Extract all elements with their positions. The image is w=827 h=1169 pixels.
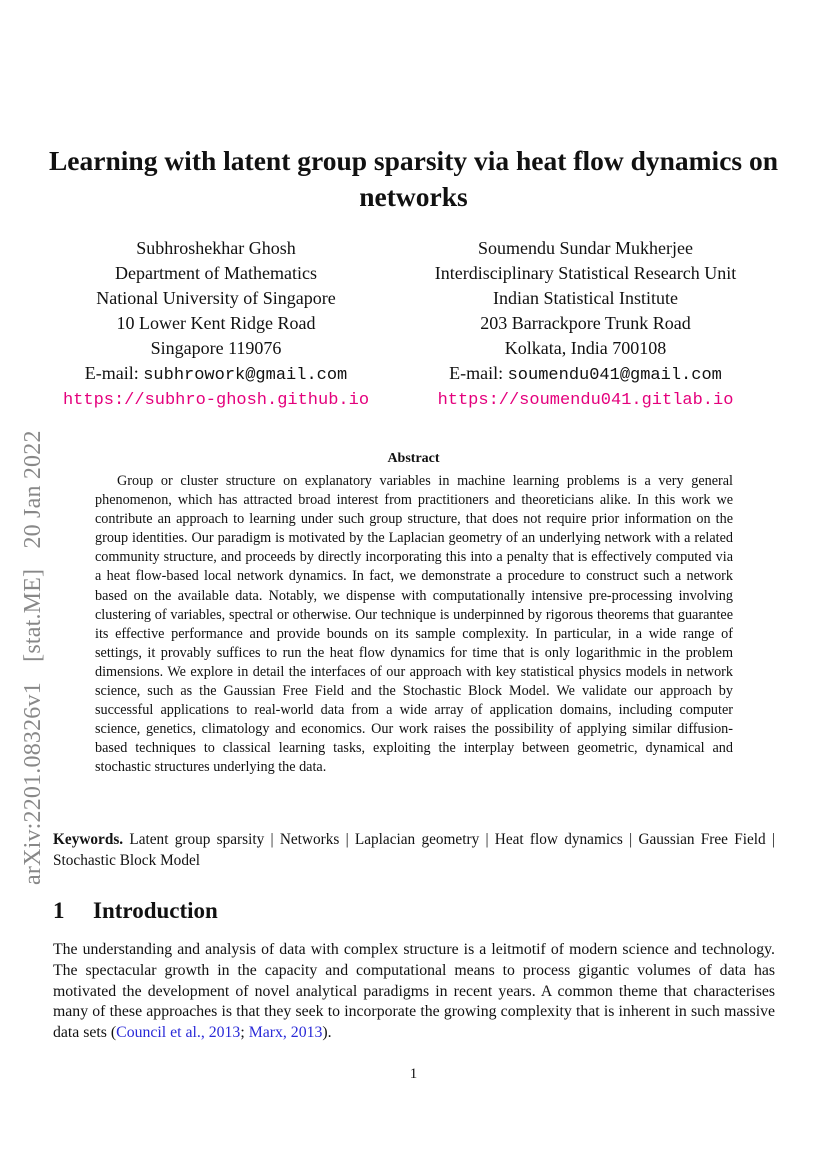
citation-link[interactable]: Council et al., 2013 xyxy=(116,1024,241,1042)
arxiv-category: [stat.ME] xyxy=(20,568,46,662)
keywords xyxy=(53,829,775,871)
author-email[interactable]: subhrowork@gmail.com xyxy=(143,366,348,385)
section-title: Introduction xyxy=(93,898,218,923)
abstract-heading: Abstract xyxy=(387,451,440,466)
intro-paragraph xyxy=(53,940,775,1044)
section-heading xyxy=(53,898,218,924)
keywords-label: Keywords. xyxy=(53,831,124,848)
abstract-text: Group or cluster structure on explanatory variables in machine learning problems is a very general phenomenon, which has attracted broad interest from practitioners and theoreticians alike. In this work we contribute an approach to learning under such group structure, that does not require prior information on the group identities. Our paradigm is motivated by the Laplacian geometry of an underlying network with a related community structure, and proceeds by directly incorporating this into a penalty that is effectively computed via a heat flow-based local network dynamics. In fact, we demonstrate a procedure to construct such a network based on the available data. Notably, we dispense with computationally intensive pre-processing involving clustering of variables, spectral or otherwise. Our technique is underpinned by rigorous theorems that guarantee its effective performance and provide bounds on its sample complexity. In particular, in a wide range of settings, it provably suffices to run the heat flow dynamics for time that is only logarithmic in the problem dimensions. We explore in detail the interfaces of our approach with key statistical physics models in network science, such as the Gaussian Free Field and the Stochastic Block Model. We validate our approach by successful applications to real-world data from a wide array of application domains, including computer science, genetics, climatology and economics. Our work raises the possibility of applying similar diffusion-based techniques to classical learning tasks, exploiting the interplay between geometric, dynamical and stochastic structures underlying the data. xyxy=(95,473,733,776)
author-email[interactable]: soumendu041@gmail.com xyxy=(507,366,722,385)
author-email-line xyxy=(398,361,773,388)
author-city: Singapore 119076 xyxy=(150,338,282,358)
arxiv-stamp xyxy=(20,355,47,885)
section-number: 1 xyxy=(53,898,65,923)
arxiv-id: arXiv:2201.08326v1 xyxy=(20,682,46,885)
intro-text-end: ). xyxy=(322,1024,332,1042)
arxiv-date: 20 Jan 2022 xyxy=(20,430,46,549)
author-address: 203 Barrackpore Trunk Road xyxy=(480,313,691,333)
author-url-link[interactable]: https://subhro-ghosh.github.io xyxy=(62,391,370,410)
author-department: Interdisciplinary Statistical Research Unit xyxy=(434,263,737,283)
author-department: Department of Mathematics xyxy=(115,263,317,283)
email-label: E-mail: xyxy=(84,363,144,383)
paper-title: Learning with latent group sparsity via heat flow dynamics on networks xyxy=(48,145,779,212)
intro-text: The understanding and analysis of data with complex structure is a leitmotif of modern science and technology. The spectacular growth in the capacity and computational means to process gigantic volumes of data has motivated the development of novel analytical paradigms in recent years. A common theme that characterises many of these approaches is that they seek to incorporate the growing complexity that is inherent in such massive data sets ( xyxy=(53,941,775,1042)
citation-separator: ; xyxy=(240,1024,249,1042)
author-1 xyxy=(40,236,392,413)
author-2 xyxy=(398,236,773,413)
citation-link[interactable]: Marx, 2013 xyxy=(248,1024,323,1042)
keywords-list: Latent group sparsity | Networks | Laplacian geometry | Heat flow dynamics | Gaussian Free Field | Stochastic Block Model xyxy=(53,831,775,869)
author-institution: Indian Statistical Institute xyxy=(493,288,678,308)
author-name: Soumendu Sundar Mukherjee xyxy=(478,238,693,258)
author-url-link[interactable]: https://soumendu041.gitlab.io xyxy=(437,391,734,410)
email-label: E-mail: xyxy=(449,363,508,383)
author-address: 10 Lower Kent Ridge Road xyxy=(116,313,316,333)
author-email-line xyxy=(40,361,392,388)
author-institution: National University of Singapore xyxy=(96,288,336,308)
author-name: Subhroshekhar Ghosh xyxy=(136,238,296,258)
page-number: 1 xyxy=(409,1066,418,1082)
author-city: Kolkata, India 700108 xyxy=(504,338,667,358)
